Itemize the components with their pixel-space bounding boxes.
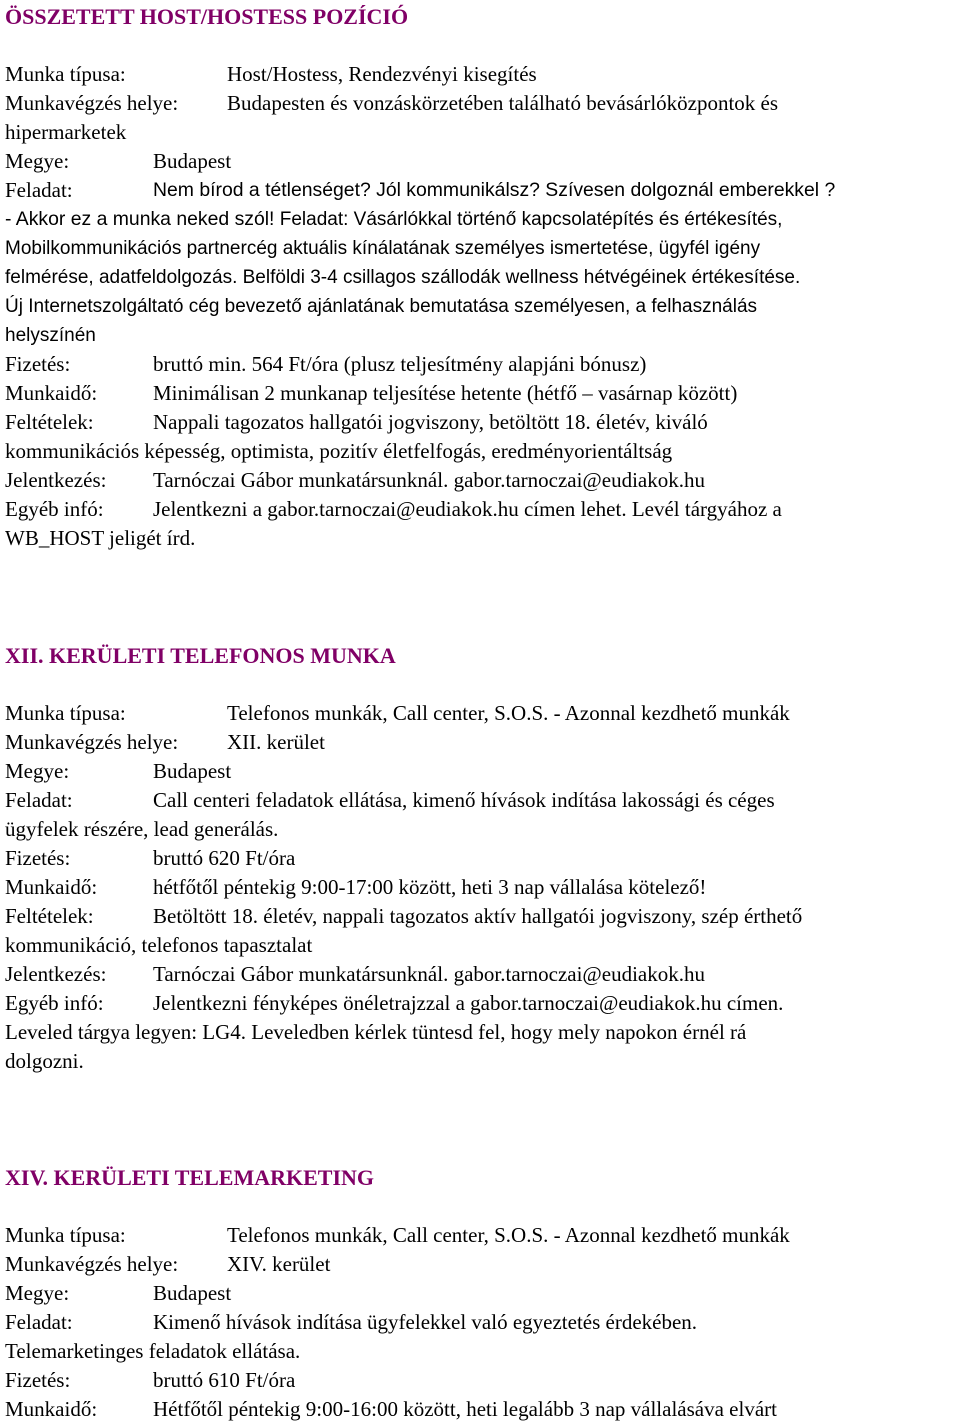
munka-tipusa-row (5, 699, 955, 728)
field-value: XIV. kerület (227, 1252, 331, 1276)
field-label: Munkaidő: (5, 1397, 98, 1421)
jelentkezes-row (5, 960, 955, 989)
egyeb-info-row (5, 989, 955, 1018)
field-continuation: Telemarketinges feladatok ellátása. (5, 1339, 301, 1363)
field-value: bruttó 620 Ft/óra (153, 846, 296, 870)
field-label: Munkaidő: (5, 381, 98, 405)
munka-tipusa-row (5, 60, 955, 89)
section-xii-telefonos (5, 641, 955, 1076)
field-label: Munkavégzés helye: (5, 91, 179, 115)
field-label: Feladat: (5, 178, 73, 202)
field-label: Fizetés: (5, 352, 71, 376)
field-label: Munkaidő: (5, 875, 98, 899)
field-continuation: dolgozni. (5, 1049, 84, 1073)
feladat-line-2 (5, 205, 955, 234)
munkaido-row (5, 379, 955, 408)
field-label: Jelentkezés: (5, 962, 107, 986)
field-value: Jelentkezni a gabor.tarnoczai@eudiakok.hu címen lehet. Levél tárgyához a (153, 497, 782, 521)
feladat-line-2b: Feladat: Vásárlókkal történő kapcsolatépítés és értékesítés, (274, 209, 783, 230)
field-value: Budapest (153, 149, 232, 173)
section-xiv-telemarketing (5, 1163, 955, 1424)
field-continuation: kommunikáció, telefonos tapasztalat (5, 933, 313, 957)
feladat-row (5, 176, 955, 205)
field-label: Egyéb infó: (5, 991, 104, 1015)
megye-row (5, 757, 955, 786)
section-host-hostess (5, 2, 955, 553)
field-value: Tarnóczai Gábor munkatársunknál. gabor.tarnoczai@eudiakok.hu (153, 468, 705, 492)
field-continuation: hipermarketek (5, 120, 127, 144)
field-label: Egyéb infó: (5, 497, 104, 521)
field-value: hétfőtől péntekig 9:00-17:00 között, heti 3 nap vállalása kötelező! (153, 875, 707, 899)
jelentkezes-row (5, 466, 955, 495)
field-value: Tarnóczai Gábor munkatársunknál. gabor.tarnoczai@eudiakok.hu (153, 962, 705, 986)
field-label: Munkavégzés helye: (5, 1252, 179, 1276)
feladat-line-3: Mobilkommunikációs partnercég aktuális kínálatának személyes ismertetése, ügyfél igény (5, 238, 761, 259)
field-value: Jelentkezni fényképes önéletrajzzal a gabor.tarnoczai@eudiakok.hu címen. (153, 991, 784, 1015)
feladat-row (5, 1308, 955, 1337)
field-label: Fizetés: (5, 846, 71, 870)
field-value: Telefonos munkák, Call center, S.O.S. - Azonnal kezdhető munkák (227, 701, 790, 725)
fizetes-row (5, 844, 955, 873)
field-label: Munka típusa: (5, 1223, 126, 1247)
feltetelek-row (5, 902, 955, 931)
munkaido-row (5, 873, 955, 902)
field-value: Nappali tagozatos hallgatói jogviszony, betöltött 18. életév, kiváló (153, 410, 708, 434)
megye-row (5, 147, 955, 176)
field-continuation: WB_HOST jeligét írd. (5, 526, 196, 550)
munkavegzes-row (5, 89, 955, 118)
field-label: Fizetés: (5, 1368, 71, 1392)
field-continuation: ügyfelek részére, lead generálás. (5, 817, 279, 841)
feladat-line-4: felmérése, adatfeldolgozás. Belföldi 3-4 csillagos szállodák wellness hétvégéinek értékesítése. (5, 267, 801, 288)
section-title: XII. KERÜLETI TELEFONOS MUNKA (5, 643, 396, 668)
megye-row (5, 1279, 955, 1308)
field-value: Betöltött 18. életév, nappali tagozatos aktív hallgatói jogviszony, szép érthető (153, 904, 803, 928)
munkavegzes-row (5, 1250, 955, 1279)
field-value: Call centeri feladatok ellátása, kimenő hívások indítása lakossági és céges (153, 788, 775, 812)
field-value: Host/Hostess, Rendezvényi kisegítés (227, 62, 537, 86)
field-label: Feladat: (5, 1310, 73, 1334)
field-label: Feltételek: (5, 904, 94, 928)
field-continuation: Leveled tárgya legyen: LG4. Leveledben kérlek tüntesd fel, hogy mely napokon érnél rá (5, 1020, 747, 1044)
field-label: Jelentkezés: (5, 468, 107, 492)
field-label: Megye: (5, 149, 70, 173)
egyeb-info-row (5, 495, 955, 524)
field-label: Megye: (5, 1281, 70, 1305)
field-value: Budapesten és vonzáskörzetében található bevásárlóközpontok és (227, 91, 779, 115)
munka-tipusa-row (5, 1221, 955, 1250)
feladat-line-6: helyszínén (5, 325, 96, 346)
field-value: bruttó min. 564 Ft/óra (plusz teljesítmény alapjáni bónusz) (153, 352, 647, 376)
field-value: Nem bírod a tétlenséget? Jól kommunikálsz? Szívesen dolgoznál emberekkel ? (153, 179, 836, 201)
field-label: Munkavégzés helye: (5, 730, 179, 754)
field-continuation: kommunikációs képesség, optimista, pozitív életfelfogás, eredményorientáltság (5, 439, 673, 463)
field-label: Feltételek: (5, 410, 94, 434)
field-value: XII. kerület (227, 730, 325, 754)
field-label: Megye: (5, 759, 70, 783)
field-value: Hétfőtől péntekig 9:00-16:00 között, heti legalább 3 nap vállalásáva elvárt (153, 1397, 777, 1421)
field-label: Feladat: (5, 788, 73, 812)
feladat-row (5, 786, 955, 815)
field-value: Budapest (153, 759, 232, 783)
field-value: Minimálisan 2 munkanap teljesítése hetente (hétfő – vasárnap között) (153, 381, 738, 405)
field-label: Munka típusa: (5, 62, 126, 86)
field-value: Kimenő hívások indítása ügyfelekkel való egyeztetés érdekében. (153, 1310, 698, 1334)
fizetes-row (5, 350, 955, 379)
field-value: bruttó 610 Ft/óra (153, 1368, 296, 1392)
feltetelek-row (5, 408, 955, 437)
munkavegzes-row (5, 728, 955, 757)
munkaido-row (5, 1395, 955, 1424)
field-value: Budapest (153, 1281, 232, 1305)
section-title: XIV. KERÜLETI TELEMARKETING (5, 1165, 375, 1190)
section-title: ÖSSZETETT HOST/HOSTESS POZÍCIÓ (5, 4, 409, 29)
feladat-line-2a: - Akkor ez a munka neked szól! (5, 208, 275, 230)
field-value: Telefonos munkák, Call center, S.O.S. - Azonnal kezdhető munkák (227, 1223, 790, 1247)
feladat-line-5: Új Internetszolgáltató cég bevezető ajánlatának bemutatása személyesen, a felhasználás (5, 296, 758, 317)
fizetes-row (5, 1366, 955, 1395)
field-label: Munka típusa: (5, 701, 126, 725)
